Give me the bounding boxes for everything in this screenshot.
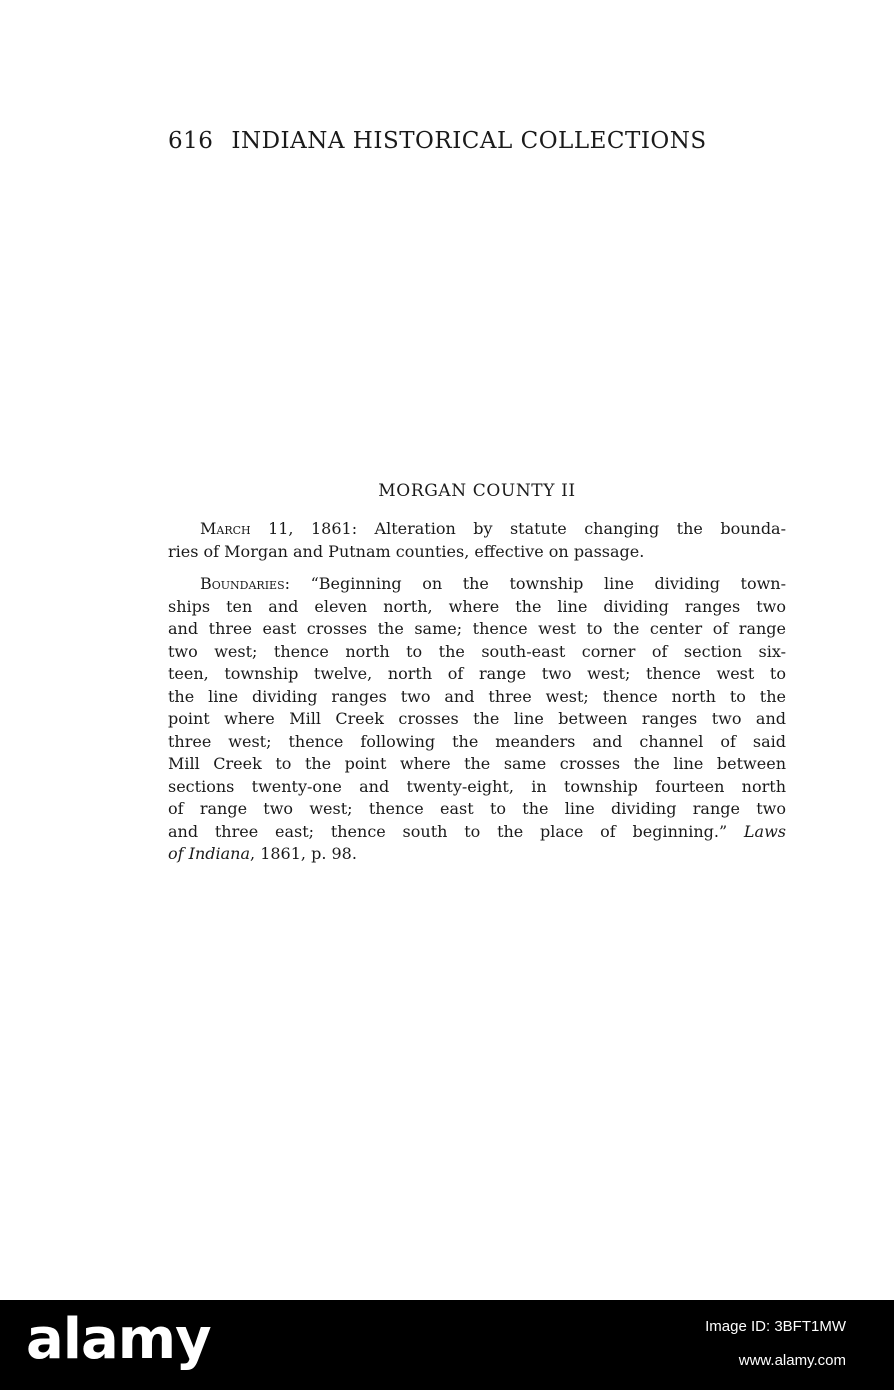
book-title: INDIANA HISTORICAL COLLECTIONS [231, 128, 707, 154]
boundaries-lead: Boundaries [200, 574, 285, 593]
paragraph-line: the line dividing ranges two and three west; thence north to the [168, 686, 786, 706]
page-number: 616 [168, 128, 214, 154]
paragraph-line: and three east crosses the same; thence west to the center of range [168, 619, 786, 638]
paragraph-line: two west; thence north to the south-east corner of section six- [168, 641, 786, 661]
paragraph-line: sections twenty-one and twenty-eight, in township fourteen north [168, 776, 786, 796]
paragraph-line: teen, township twelve, north of range two west; thence west to [168, 664, 786, 683]
paragraph-line [168, 573, 786, 596]
paragraph-line: ships ten and eleven north, where the line dividing ranges two [168, 596, 786, 616]
paragraph-line [168, 843, 786, 866]
paragraph-line: Mill Creek to the point where the same crosses the line between [168, 754, 786, 773]
paragraph-line: of range two west; thence east to the line dividing range two [168, 799, 786, 818]
date-lead: March [200, 519, 251, 538]
paragraph-text: and three east; thence south to the place of beginning.” [168, 821, 744, 841]
paragraph-line: three west; thence following the meanders and channel of said [168, 731, 786, 751]
citation-italic: of Indiana [168, 844, 251, 863]
citation-italic: Laws [743, 821, 786, 841]
paragraph-text: , 1861, p. 98. [250, 844, 357, 863]
running-head [168, 128, 728, 154]
paragraph-text: 11, 1861: Alteration by statute changing the bounda- [250, 519, 786, 538]
section-title: MORGAN COUNTY II [378, 481, 576, 501]
paragraph-boundaries [168, 573, 786, 866]
paragraph-date [168, 518, 786, 563]
site-url-label: www.alamy.com [738, 1352, 846, 1369]
paragraph-line: ries of Morgan and Putnam counties, effective on passage. [168, 541, 645, 561]
paragraph-line [168, 518, 786, 541]
paragraph-text: : “Beginning on the township line dividing town- [284, 574, 786, 593]
paragraph-line: point where Mill Creek crosses the line between ranges two and [168, 709, 786, 728]
alamy-logo: alamy [26, 1307, 211, 1372]
image-id-label: Image ID: 3BFT1MW [705, 1318, 846, 1335]
paragraph-line [168, 821, 786, 844]
